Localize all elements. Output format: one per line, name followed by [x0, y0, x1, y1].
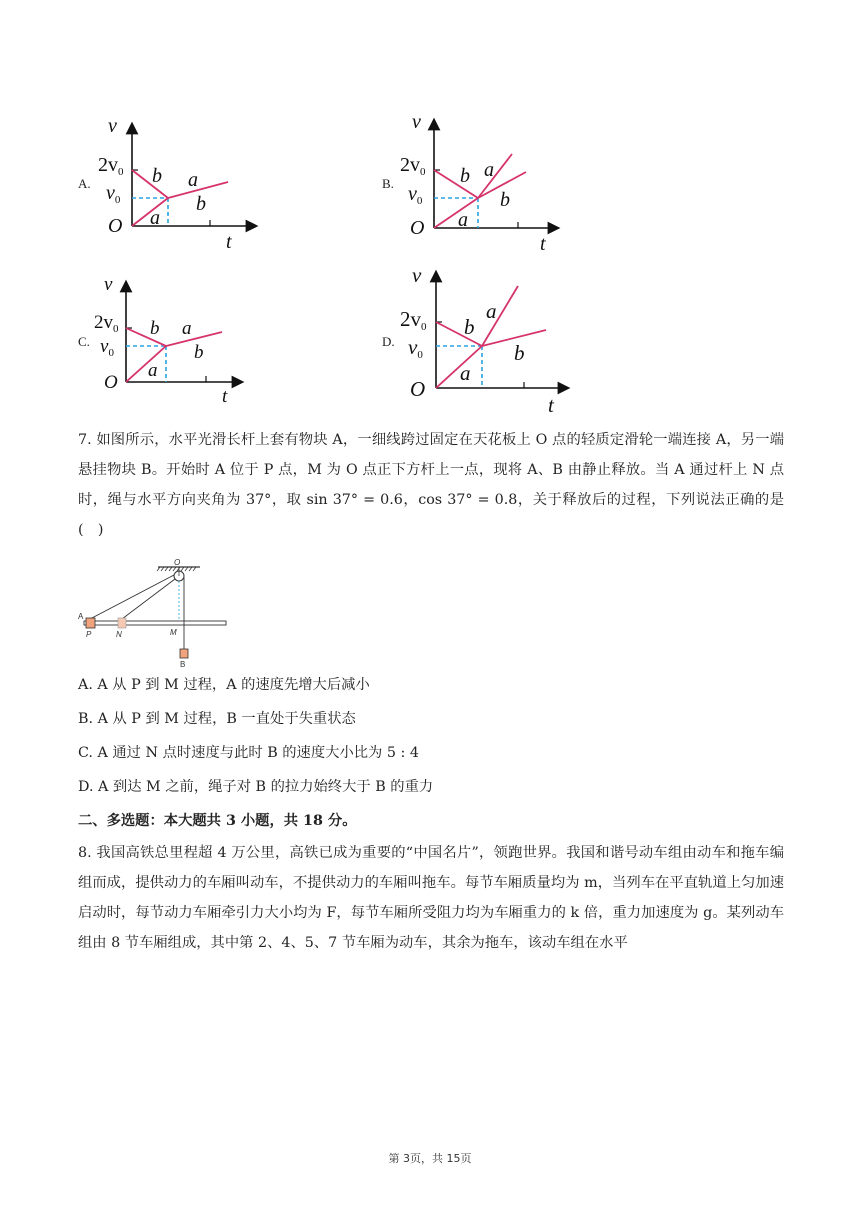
line-b: [132, 170, 168, 198]
svg-text:v0: v0: [408, 335, 423, 361]
svg-text:b: b: [194, 342, 204, 363]
label-b: B: [180, 660, 186, 669]
graph-option-label-b: B.: [382, 176, 394, 191]
svg-text:a: a: [148, 360, 158, 381]
svg-text:O: O: [410, 377, 426, 401]
svg-text:a: a: [486, 299, 497, 323]
q7-option-b: B. A 从 P 到 M 过程，B 一直处于失重状态: [78, 711, 356, 727]
svg-text:2v0: 2v0: [400, 307, 427, 333]
graph-option-label-a: A.: [78, 176, 91, 191]
svg-text:a: a: [182, 318, 192, 339]
graph-option-c: [92, 272, 262, 412]
question-7-text: 7. 如图所示，水平光滑长杆上套有物块 A，一细线跨过固定在天花板上 O 点的轻质定滑轮一端连接 A，另一端悬挂物块 B。开始时 A 位于 P 点，M 为 O 点正下方杆上一点，现将 A、B 由静止释放。当 A 通过杆上 N 点时，绳与水平方向夹角为 37°，取 sin 37° = 0.6，cos 37° = 0.8，关于释放后的过程，下列说法正确的是( ): [78, 432, 784, 538]
b-label-1: b: [152, 165, 162, 187]
svg-text:b: b: [500, 189, 510, 211]
label-m: M: [170, 628, 177, 637]
svg-text:O: O: [104, 372, 118, 393]
two-v0-label: $2v_0$: [98, 154, 124, 178]
block-a: [86, 618, 95, 628]
horizontal-rod: [84, 621, 226, 625]
page-footer: 第 3页，共 15页: [388, 1152, 472, 1165]
graph-option-label-c: C.: [78, 334, 90, 349]
t-label: t: [226, 231, 232, 253]
graph-option-a: [92, 114, 262, 254]
b-label-2: b: [196, 193, 206, 215]
svg-text:O: O: [410, 217, 425, 239]
pulley-diagram: [78, 555, 238, 670]
svg-text:v0: $v_0$: [408, 183, 423, 207]
svg-text:v: v: [412, 263, 422, 287]
svg-text:b: b: [150, 318, 160, 339]
question-8-text: 8. 我国高铁总里程超 4 万公里，高铁已成为重要的“中国名片”，领跑世界。我国和谐号动车组由动车和拖车编组而成，提供动力的车厢叫动车，不提供动力的车厢叫拖车。每节车厢质量均为 m，当列车在平直轨道上匀加速启动时，每节动力车厢牵引力大小均为 F，每节车厢所受阻力均为车厢重力的 k 倍，重力加速度为 g。某列动车组由 8 节车厢组成，其中第 2、4、5、7 节车厢为动车，其余为拖车，该动车组在水平: [78, 845, 784, 951]
graph-option-d: [394, 262, 574, 417]
svg-text:b: b: [514, 341, 525, 365]
a-label-2: a: [150, 207, 160, 229]
v0-label: $v_0$: [106, 182, 121, 206]
svg-text:v0: $v_0$: [100, 336, 114, 359]
v-label: v: [108, 115, 117, 137]
graph-option-label-d: D.: [382, 334, 395, 349]
label-p: P: [86, 630, 92, 639]
svg-text:b: b: [460, 165, 470, 187]
svg-text:a: a: [458, 209, 468, 231]
svg-text:a: a: [484, 159, 494, 181]
block-b: [180, 649, 188, 658]
svg-text:t: t: [548, 393, 554, 417]
block-a-ghost: [118, 618, 126, 628]
svg-text:v: v: [412, 111, 421, 133]
svg-text:2v0: $2v_0$: [400, 154, 426, 178]
svg-text:2v0: $2v_0$: [94, 312, 119, 335]
label-n: N: [116, 630, 122, 639]
svg-text:t: t: [540, 233, 546, 255]
q7-option-d: D. A 到达 M 之前，绳子对 B 的拉力始终大于 B 的重力: [78, 779, 434, 795]
q7-option-a: A. A 从 P 到 M 过程，A 的速度先增大后减小: [78, 677, 370, 693]
q7-option-c: C. A 通过 N 点时速度与此时 B 的速度大小比为 5 : 4: [78, 745, 419, 761]
origin-label: O: [108, 215, 123, 237]
graph-option-b: [394, 110, 564, 255]
label-o: O: [174, 558, 181, 567]
svg-text:v: v: [104, 274, 113, 295]
a-label-1: a: [188, 169, 198, 191]
svg-text:b: b: [464, 315, 475, 339]
svg-text:t: t: [222, 386, 228, 407]
section-heading-multiple-choice: 二、多选题：本大题共 3 小题，共 18 分。: [78, 813, 357, 829]
svg-text:a: a: [460, 361, 471, 385]
label-a: A: [78, 612, 84, 621]
